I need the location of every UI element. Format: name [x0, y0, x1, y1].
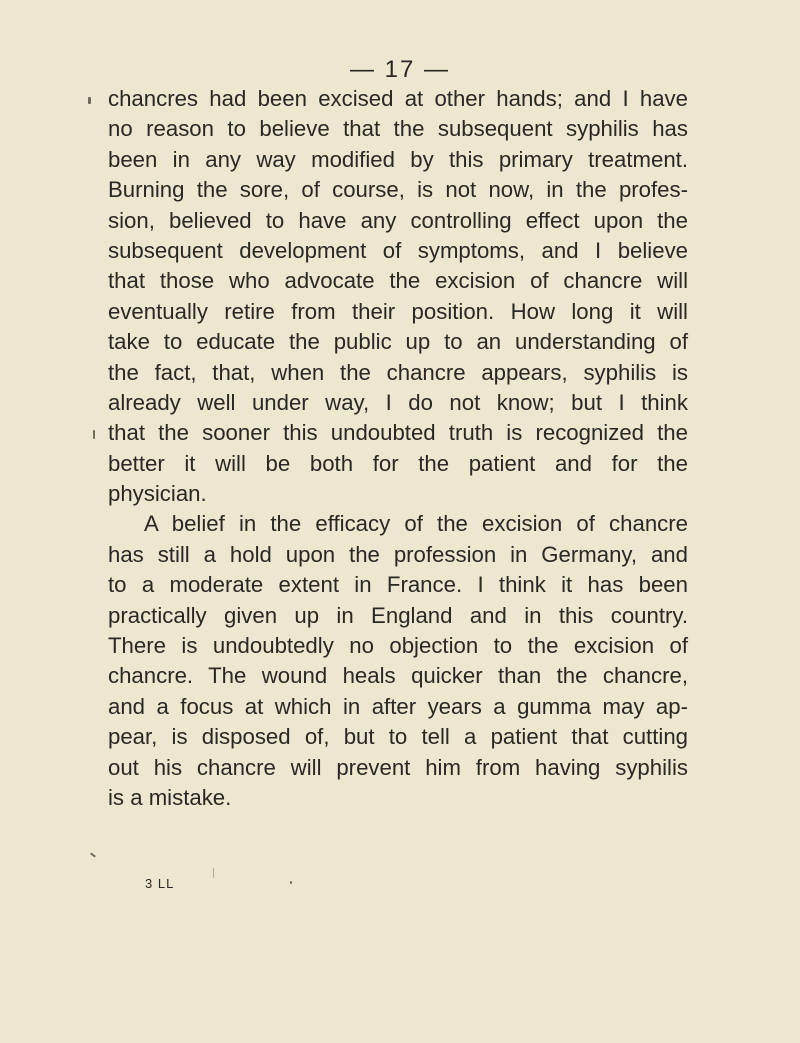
text-line: out his chancre will prevent him from having syphilis: [108, 754, 688, 780]
text-line: physician.: [108, 481, 207, 507]
text-line: sion, believed to have any controlling effect upon the: [108, 207, 688, 233]
text-line: Burning the sore, of course, is not now, in the profes-: [108, 177, 688, 203]
text-line: There is undoubtedly no objection to the excision of: [108, 633, 688, 659]
print-speck: [88, 97, 91, 104]
text-line: no reason to believe that the subsequent syphilis has: [108, 116, 688, 142]
text-line: to a moderate extent in France. I think it has been: [108, 572, 688, 598]
body-text: [108, 84, 688, 813]
text-line: has still a hold upon the profession in Germany, and: [108, 541, 688, 567]
text-line: chancres had been excised at other hands; and I have: [108, 86, 688, 111]
text-line: practically given up in England and in this country.: [108, 602, 688, 628]
text-line: subsequent development of symptoms, and I believe: [108, 237, 688, 263]
paragraph-2: [108, 509, 688, 813]
text-line: and a focus at which in after years a gumma may ap-: [108, 693, 688, 719]
text-line: A belief in the efficacy of the excision of chancre: [144, 511, 688, 537]
text-line: already well under way, I do not know; but I think: [108, 389, 688, 415]
text-line: chancre. The wound heals quicker than the chancre,: [108, 663, 688, 689]
signature-mark: 3 LL: [145, 876, 175, 891]
print-speck: [213, 868, 214, 878]
text-line: that those who advocate the excision of chancre will: [108, 268, 688, 294]
text-line: better it will be both for the patient and for the: [108, 450, 688, 476]
text-line: that the sooner this undoubted truth is recognized the: [108, 420, 688, 446]
print-speck: [93, 430, 95, 439]
text-line: pear, is disposed of, but to tell a patient that cutting: [108, 724, 688, 750]
text-line: eventually retire from their position. How long it will: [108, 298, 688, 324]
print-speck: [90, 852, 96, 857]
page-number: — 17 —: [349, 56, 451, 83]
text-line: is a mistake.: [108, 784, 232, 810]
paragraph-1: [108, 84, 688, 509]
print-speck: [290, 881, 292, 884]
text-line: been in any way modified by this primary treatment.: [108, 146, 688, 172]
text-line: take to educate the public up to an understanding of: [108, 329, 688, 355]
text-line: the fact, that, when the chancre appears, syphilis is: [108, 359, 688, 385]
